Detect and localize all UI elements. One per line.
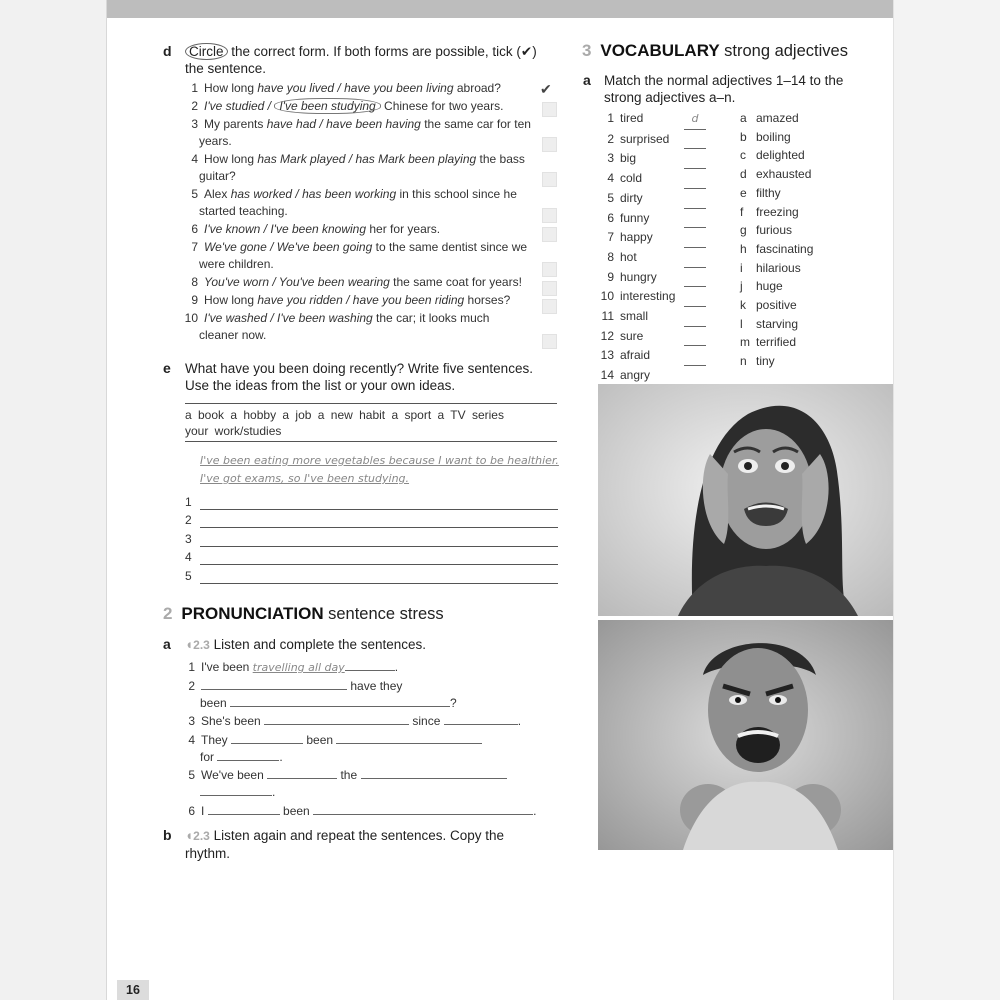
list-item: d exhausted — [740, 167, 812, 182]
list-item: 13 afraid — [598, 346, 728, 366]
exercise-d-item: 7 We've gone / We've been going to the same dentist since we — [191, 240, 528, 254]
list-item: 2 surprised — [598, 130, 728, 150]
list-item: k positive — [740, 298, 797, 313]
writing-line[interactable]: 3 — [185, 528, 558, 547]
section-heading-vocabulary: 3 VOCABULARY strong adjectives — [582, 41, 848, 60]
list-item: h fascinating — [740, 241, 814, 256]
list-item: 10 interesting — [598, 287, 728, 307]
exercise-d-letter: d — [163, 43, 172, 59]
page-number: 16 — [117, 980, 149, 1000]
list-item: 4 cold — [598, 169, 728, 189]
exercise-e-instructions: What have you been doing recently? Write five sentences. Use the ideas from the list or your own ideas. — [185, 361, 533, 393]
exercise-a-letter: a — [163, 636, 171, 652]
answer-box[interactable] — [542, 102, 557, 117]
list-item: e filthy — [740, 185, 781, 200]
pron-sentence-1: 1 I've been travelling all day . — [188, 660, 399, 674]
answer-box[interactable] — [542, 334, 557, 349]
divider — [185, 403, 557, 404]
list-item: n tiny — [740, 354, 775, 369]
exercise-b-instructions: ◖2.3 Listen again and repeat the sentences. Copy the rhythm. — [185, 828, 505, 861]
exercise-d-item: 2 I've studied / I've been studying Chinese for two years. — [191, 99, 504, 113]
exercise-b-letter: b — [163, 827, 172, 843]
ideas-list: a book a hobby a job a new habit a sport a TV series your work/studies — [185, 408, 504, 438]
exercise-d-item: 5 Alex has worked / has been working in this school since he — [191, 187, 517, 201]
example-sentence: I've got exams, so I've been studying. — [200, 472, 410, 485]
vocab-a-letter: a — [583, 72, 591, 88]
list-item: 11 small — [598, 307, 728, 327]
list-item: 14 angry — [598, 366, 728, 386]
list-item: j huge — [740, 279, 783, 294]
list-item: g furious — [740, 223, 793, 238]
list-item: 12 sure — [598, 327, 728, 347]
section-heading-pronunciation: 2 PRONUNCIATION sentence stress — [163, 604, 444, 623]
pron-sentence-2: 2 have they — [188, 679, 403, 693]
list-item: 5 dirty — [598, 189, 728, 209]
exercise-d-item: 4 How long has Mark played / has Mark been playing the bass — [191, 152, 525, 166]
list-item: a amazed — [740, 111, 799, 125]
list-item: i hilarious — [740, 260, 801, 275]
answer-box[interactable] — [542, 137, 557, 152]
exercise-d-item: 1 How long have you lived / have you been living abroad? — [191, 81, 501, 95]
checkmark-icon: ✔ — [540, 81, 552, 97]
strong-adjectives-list — [740, 109, 880, 371]
pron-sentence-4: 4 They been — [186, 732, 482, 748]
exercise-d-item: 6 I've known / I've been knowing her for years. — [191, 222, 441, 236]
vocab-a-instructions: Match the normal adjectives 1–14 to the strong adjectives a–n. — [604, 73, 844, 105]
answer-box[interactable] — [542, 227, 557, 242]
list-item: b boiling — [740, 129, 791, 144]
example-sentence: I've been eating more vegetables because I want to be healthier. — [200, 454, 559, 467]
pron-sentence-3: 3 She's been since . — [188, 714, 522, 728]
exercise-a-instructions: ◖2.3 Listen and complete the sentences. — [185, 637, 426, 652]
circled-answer: I've been studying — [274, 98, 380, 114]
answer-box[interactable] — [542, 172, 557, 187]
list-item: 3 big — [598, 149, 728, 169]
answer-box[interactable] — [542, 281, 557, 296]
list-item: 9 hungry — [598, 268, 728, 288]
list-item: f freezing — [740, 204, 799, 219]
exercise-d-item: 9 How long have you ridden / have you been riding horses? — [191, 293, 511, 307]
list-item: c delighted — [740, 148, 805, 163]
normal-adjectives-list — [598, 109, 728, 386]
list-item: 7 happy — [598, 228, 728, 248]
circle-word: Circle — [185, 43, 228, 60]
answer-box[interactable] — [542, 208, 557, 223]
writing-lines — [185, 491, 558, 584]
pron-sentence-6: 6 I been . — [188, 804, 537, 818]
list-item: 8 hot — [598, 248, 728, 268]
photo-furious-man — [598, 620, 893, 850]
list-item: 1 tired d — [598, 109, 728, 130]
divider — [185, 441, 557, 442]
writing-line[interactable]: 5 — [185, 565, 558, 584]
writing-line[interactable]: 4 — [185, 547, 558, 566]
audio-icon[interactable]: ◖ — [185, 828, 194, 843]
answer-box[interactable] — [542, 262, 557, 277]
exercise-d-instructions: Circle the correct form. If both forms are possible, tick (✔) the sentence. — [185, 44, 537, 76]
page-left-margin — [0, 0, 107, 1000]
exercise-d-item: 8 You've worn / You've been wearing the same coat for years! — [191, 275, 522, 289]
list-item: l starving — [740, 316, 799, 331]
list-item: 6 funny — [598, 209, 728, 229]
tick-symbol: ✔ — [520, 44, 533, 59]
photo-terrified-woman — [598, 384, 893, 616]
list-item: m terrified — [740, 335, 797, 350]
page-top-edge — [0, 0, 1000, 18]
exercise-d-item: 10 I've washed / I've been washing the car; it looks much — [184, 311, 490, 325]
pron-sentence-5: 5 We've been the — [186, 767, 507, 783]
writing-line[interactable]: 1 — [185, 491, 558, 510]
exercise-e-letter: e — [163, 360, 171, 376]
exercise-d-item: 3 My parents have had / have been having the same car for ten — [191, 117, 531, 131]
writing-line[interactable]: 2 — [185, 510, 558, 529]
audio-icon[interactable]: ◖ — [185, 637, 194, 652]
answer-box[interactable] — [542, 299, 557, 314]
page-right-margin — [893, 0, 1000, 1000]
exercise-d-list: 1 How long have you lived / have you been living abroad? 2 I've studied / I've been studying Chinese for two years. 3 My parents have had / have been having the same car for ten years. 4 How long has Mark played / has Mark been playing the bass guitar? 5 Alex has worked / has been working in this school since he started teaching. 6 I've known / I've been knowing her for years. 7 We've gone / We've been going to the same dentist since we were children. 8 You've worn / You've been wearing the same coat for years! 9 How long have you ridden / have you been riding horses? 10 I've washed / I've been washing the car; it looks much cleaner now. — [182, 80, 542, 345]
